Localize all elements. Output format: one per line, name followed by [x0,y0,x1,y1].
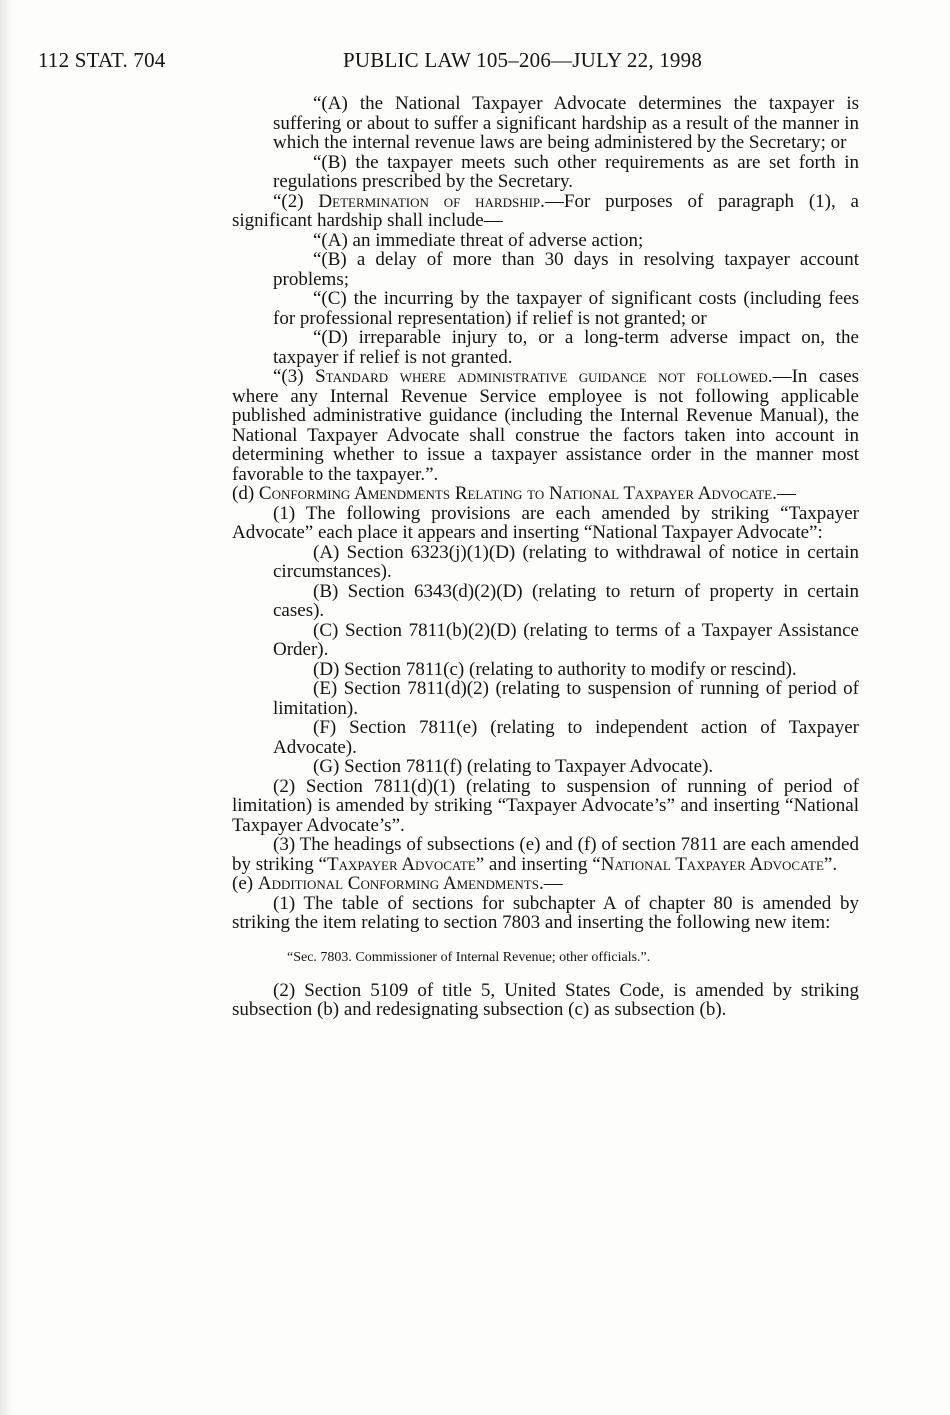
paragraph-text: ”. [823,853,838,875]
paragraph-text: “(A) an immediate threat of adverse action; [313,229,644,251]
stat-page-number: 112 STAT. 704 [38,48,166,72]
paragraph-text: (C) Section 7811(b)(2)(D) (relating to terms of a Taxpayer Assistance Order). [273,619,859,660]
paragraph-text: “Sec. 7803. Commissioner of Internal Revenue; other officials.”. [287,949,651,965]
paragraph-1a-A [232,94,859,153]
inserted-heading: National Taxpayer Advocate [600,853,824,875]
paragraph-d3 [232,835,859,874]
paragraph-text: (1) The following provisions are each amended by striking “Taxpayer Advocate” each place it appears and inserting “National Taxpayer Advocate”: [232,502,859,543]
paragraph-1a-B [232,153,859,192]
running-header: PUBLIC LAW 105–206—JULY 22, 1998 [343,48,703,72]
paragraph-text: (2) Section 7811(d)(1) (relating to suspension of running of period of limitation) is amended by striking “Taxpayer Advocate’s” and inserting “National Taxpayer Advocate’s”. [232,775,859,836]
paragraph-d1-B [232,582,859,621]
paragraph-text: (1) The table of sections for subchapter A of chapter 80 is amended by striking the item relating to section 7803 and inserting the following new item: [232,892,859,933]
paragraph-heading: Conforming Amendments Relating to National Taxpayer Advocate. [258,483,777,504]
paragraph-text: “(B) a delay of more than 30 days in resolving taxpayer account problems; [273,249,859,290]
paragraph-text: (A) Section 6323(j)(1)(D) (relating to withdrawal of notice in certain circumstances). [273,541,859,582]
paragraph-text: ” and inserting “ [475,853,601,875]
subsection-e [232,874,859,894]
paragraph-text: (2) Section 5109 of title 5, United States Code, is amended by striking subsection (b) and redesignating subsection (c) as subsection (b). [232,979,859,1020]
paragraph-3 [232,367,859,484]
paragraph-text: (E) Section 7811(d)(2) (relating to suspension of running of period of limitation). [273,678,859,719]
paragraph-text: “(A) the National Taxpayer Advocate determines the taxpayer is suffering or about to suffer a significant hardship as a result of the manner in which the internal revenue laws are being administered by the Secretary; or [273,93,859,153]
paragraph-2-B [232,250,859,289]
paragraph-2-A [232,231,859,251]
paragraph-lead: “(3) [273,366,316,387]
paragraph-d1-E [232,679,859,718]
paragraph-text: —For purposes of paragraph (1), a significant hardship shall include— [232,190,859,231]
paragraph-lead: (e) [232,873,258,894]
paragraph-d1-G [232,757,859,777]
paragraph-2-C [232,289,859,328]
paragraph-heading: Standard where administrative guidance not followed. [315,366,773,387]
paragraph-d1-A [232,543,859,582]
document-body [232,94,859,1020]
paragraph-d1-D [232,660,859,680]
paragraph-heading: Additional Conforming Amendments. [257,873,544,894]
paragraph-d1-F [232,718,859,757]
paragraph-text: (G) Section 7811(f) (relating to Taxpayer Advocate). [313,756,714,777]
paragraph-text: — [543,873,563,894]
paragraph-2-D [232,328,859,367]
paragraph-text: — [776,483,796,504]
paragraph-text: —In cases where any Internal Revenue Service employee is not following applicable published administrative guidance (including the Internal Revenue Manual), the National Taxpayer Advocate shall construe the factors taken into account in determining whether to issue a taxpayer assistance order in the manner most favorable to the taxpayer.”. [232,366,859,485]
paragraph-lead: “(2) [273,190,319,212]
table-of-sections-entry [232,949,859,967]
paragraph-text: (D) Section 7811(c) (relating to authority to modify or rescind). [313,658,797,680]
paragraph-text: (F) Section 7811(e) (relating to independent action of Taxpayer Advocate). [273,717,859,758]
paragraph-e1 [232,894,859,933]
page-edge-shadow [0,0,12,1415]
paragraph-d1 [232,504,859,543]
paragraph-e2 [232,981,859,1020]
paragraph-2 [232,192,859,231]
paragraph-text: “(B) the taxpayer meets such other requirements as are set forth in regulations prescribed by the Secretary. [273,151,859,192]
paragraph-text: “(D) irreparable injury to, or a long-term adverse impact on, the taxpayer if relief is not granted. [273,327,859,368]
paragraph-d2 [232,777,859,836]
paragraph-text: (3) The headings of subsections (e) and (f) of section 7811 are each amended by striking “ [232,834,859,875]
paragraph-lead: (d) [232,483,259,504]
paragraph-text: (B) Section 6343(d)(2)(D) (relating to return of property in certain cases). [273,580,859,621]
paragraph-heading: Determination of hardship. [318,190,545,212]
paragraph-text: “(C) the incurring by the taxpayer of significant costs (including fees for professional representation) if relief is not granted; or [273,288,859,329]
paragraph-d1-C [232,621,859,660]
subsection-d [191,484,859,504]
struck-heading: Taxpayer Advocate [327,853,476,875]
